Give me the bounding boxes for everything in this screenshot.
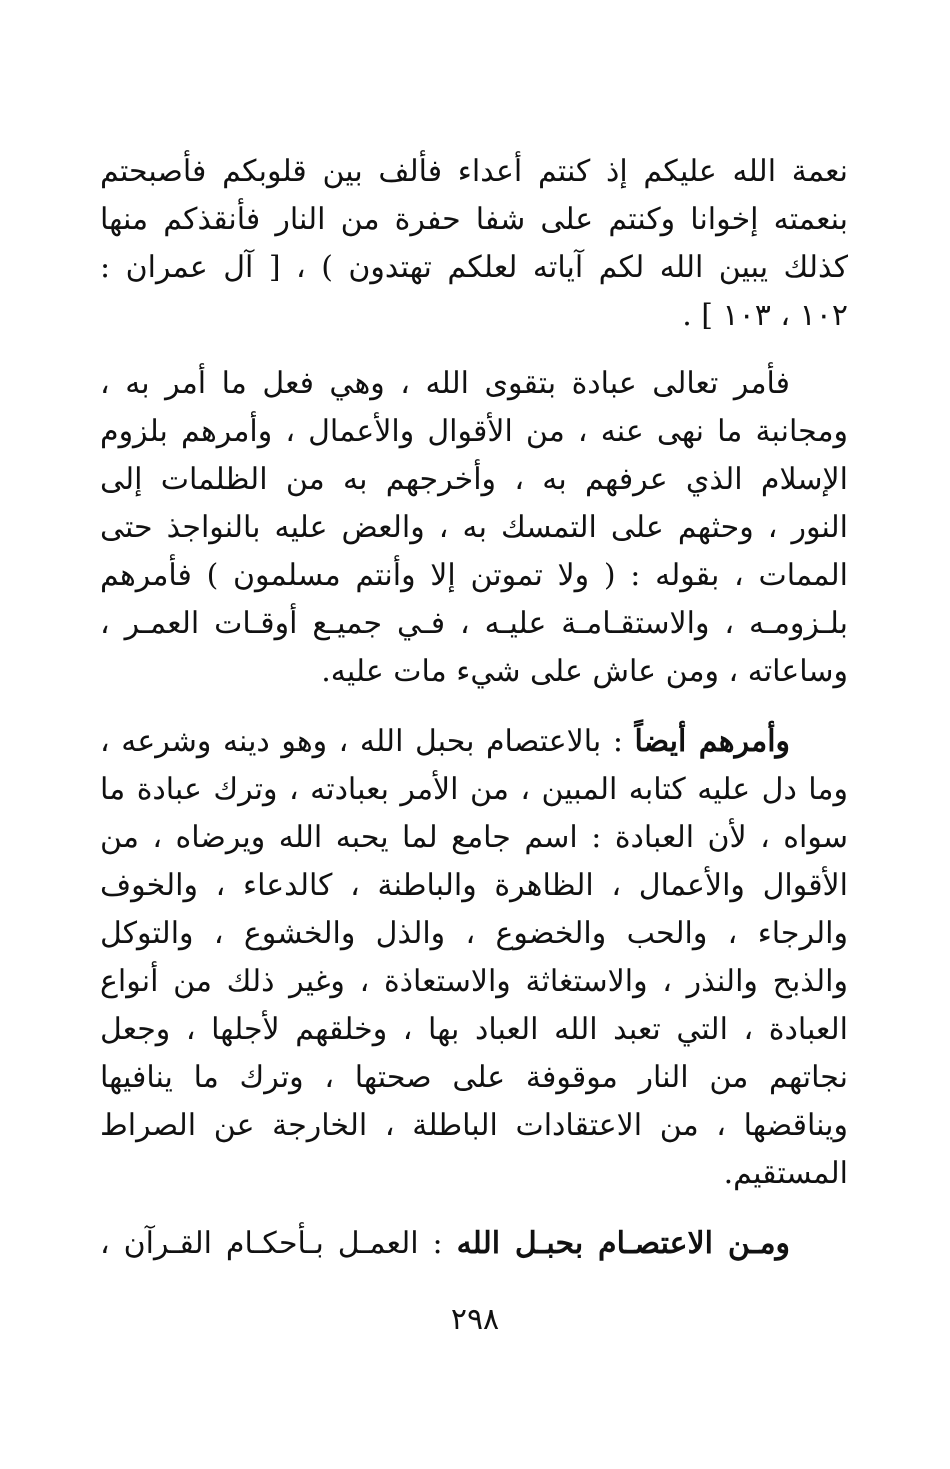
text-line-indented	[100, 1220, 848, 1268]
text-line: وساعاته ، ومن عاش على شيء مات عليه.	[321, 654, 848, 689]
text-line: ويناقضها ، من الاعتقادات الباطلة ، الخارجة عن الصراط	[100, 1108, 848, 1143]
text-line: بلـزومـه ، والاستقـامـة عليـه ، فـي جميـع أوقـات العمـر ،	[100, 606, 848, 641]
text-line: والرجاء ، والحب والخضوع ، والذل والخشوع ، والتوكل	[100, 916, 848, 951]
text-line: : بالاعتصام بحبل الله ، وهو دينه وشرعه ،	[100, 724, 635, 759]
text-line: بنعمته إخوانا وكنتم على شفا حفرة من النار فأنقذكم منها	[100, 202, 848, 237]
text-line: الأقوال والأعمال ، الظاهرة والباطنة ، كالدعاء ، والخوف	[100, 868, 848, 903]
text-line: ومجانبة ما نهى عنه ، من الأقوال والأعمال ، وأمرهم بلزوم	[100, 414, 848, 449]
text-line: والذبح والنذر ، والاستغاثة والاستعاذة ، وغير ذلك من أنواع	[100, 964, 848, 999]
paragraph-quran-verse-continuation	[100, 148, 848, 340]
text-line: الإسلام الذي عرفهم به ، وأخرجهم به من الظلمات إلى	[100, 462, 848, 497]
paragraph-holding-to-rope-of-allah	[100, 718, 848, 1198]
text-line: وما دل عليه كتابه المبين ، من الأمر بعبادته ، وترك عبادة ما	[100, 772, 848, 807]
text-line: الممات ، بقوله : ( ولا تموتن إلا وأنتم مسلمون ) فأمرهم	[100, 558, 848, 593]
page-number: ٢٩٨	[450, 1302, 500, 1337]
bold-lead-phrase: ومـن الاعتصـام بحبـل الله	[456, 1226, 791, 1261]
paragraph-acting-on-quran	[100, 1220, 848, 1268]
paragraph-command-of-taqwa	[100, 360, 848, 696]
text-line: كذلك يبين الله لكم آياته لعلكم تهتدون ) ، [ آل عمران :	[100, 250, 848, 285]
text-line-indented	[100, 360, 848, 408]
text-line: العبادة ، التي تعبد الله العباد بها ، وخلقهم لأجلها ، وجعل	[100, 1012, 848, 1047]
text-line: النور ، وحثهم على التمسك به ، والعض عليه بالنواجذ حتى	[100, 510, 848, 545]
text-line: سواه ، لأن العبادة : اسم جامع لما يحبه الله ويرضاه ، من	[100, 820, 848, 855]
text-line-indented	[100, 718, 848, 766]
text-line: نجاتهم من النار موقوفة على صحتها ، وترك ما ينافيها	[100, 1060, 848, 1095]
text-line: فأمر تعالى عبادة بتقوى الله ، وهي فعل ما أمر به ،	[100, 366, 790, 401]
text-line: نعمة الله عليكم إذ كنتم أعداء فألف بين قلوبكم فأصبحتم	[100, 154, 848, 189]
text-line: المستقيم.	[723, 1156, 848, 1191]
text-line: : العمـل بـأحكـام القـرآن ،	[100, 1226, 457, 1261]
bold-lead-phrase: وأمرهم أيضاً	[634, 724, 791, 759]
text-line: ١٠٢ ، ١٠٣ ] .	[682, 298, 848, 333]
